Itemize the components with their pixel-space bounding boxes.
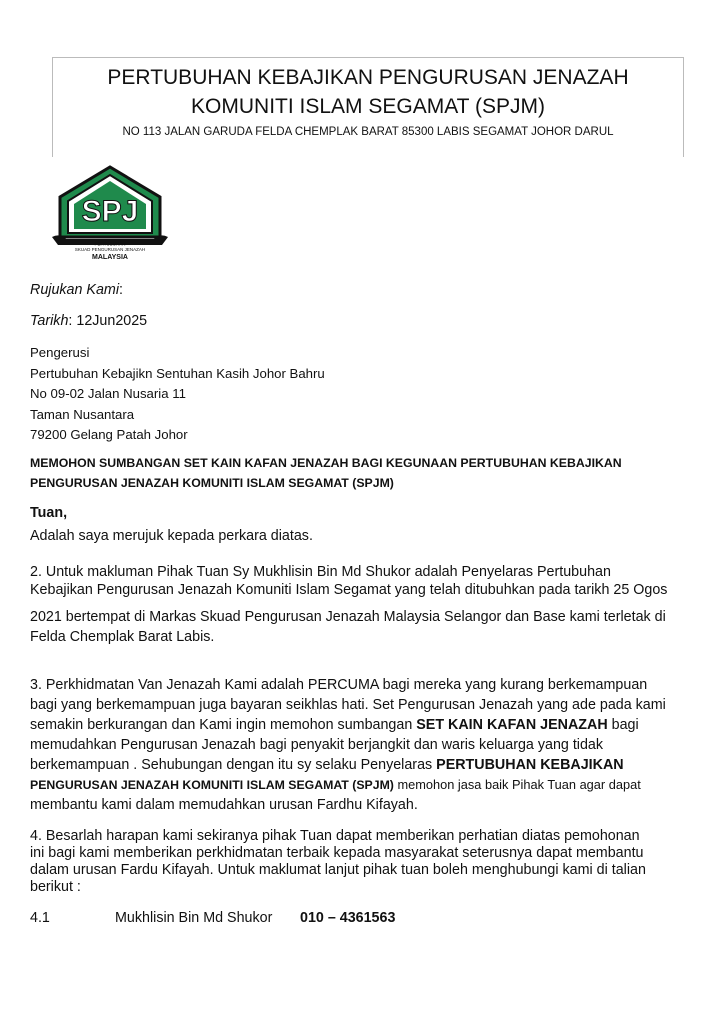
para2-line: Felda Chemplak Barat Labis.: [30, 629, 215, 645]
para2-line: Kebajikan Pengurusan Jenazah Komuniti Islam Segamat yang telah ditubuhkan pada tarikh 25 Ogos: [30, 582, 668, 598]
contact-number: 4.1: [30, 910, 50, 926]
para3-line: PENGURUSAN JENAZAH KOMUNITI ISLAM SEGAMAT (SPJM) memohon jasa baik Pihak Tuan agar dapat: [30, 777, 641, 792]
subject-line2: PENGURUSAN JENAZAH KOMUNITI ISLAM SEGAMAT (SPJM): [30, 476, 394, 490]
date-value: : 12Jun2025: [68, 313, 148, 329]
para3-line: semakin berkurangan dan Kami ingin memohon sumbangan SET KAIN KAFAN JENAZAH bagi: [30, 717, 639, 733]
para3-line: 3. Perkhidmatan Van Jenazah Kami adalah PERCUMA bagi mereka yang kurang berkemampuan: [30, 677, 648, 693]
org-name-line1: PERTUBUHAN KEBAJIKAN PENGURUSAN JENAZAH: [107, 66, 629, 89]
date-label: Tarikh: [30, 313, 69, 329]
reference-line: [30, 282, 123, 298]
salutation: Tuan,: [30, 505, 68, 521]
paragraph-4: [30, 828, 690, 896]
highlight-org-name-cont: PENGURUSAN JENAZAH KOMUNITI ISLAM SEGAMAT (SPJM): [30, 778, 394, 792]
contact-name: Mukhlisin Bin Md Shukor: [115, 910, 273, 926]
spjm-logo: [50, 163, 170, 263]
subject-line1: MEMOHON SUMBANGAN SET KAIN KAFAN JENAZAH BAGI KEGUNAAN PERTUBUHAN KEBAJIKAN: [30, 456, 622, 470]
subject: [30, 453, 622, 493]
para3-line: berkemampuan . Sehubungan dengan itu sy selaku Penyelaras PERTUBUHAN KEBAJIKAN: [30, 757, 624, 773]
logo-emblem-icon: [50, 163, 170, 263]
recipient-line: Pertubuhan Kebajikn Sentuhan Kasih Johor Bahru: [30, 365, 325, 381]
reference-colon: :: [119, 282, 123, 298]
svg-text:SKUAD PENGURUSAN JENAZAH: SKUAD PENGURUSAN JENAZAH: [74, 247, 146, 252]
recipient-line: Pengerusi: [30, 345, 90, 360]
recipient-line: No 09-02 Jalan Nusaria 11: [30, 386, 186, 401]
org-address: NO 113 JALAN GARUDA FELDA CHEMPLAK BARAT 85300 LABIS SEGAMAT JOHOR DARUL: [122, 126, 614, 138]
para4-line: dalam urusan Fardu Kifayah. Untuk maklumat lanjut pihak tuan boleh menghubungi kami di talian: [30, 862, 646, 878]
svg-text:PERTUBUHAN: PERTUBUHAN: [94, 241, 126, 247]
paragraph-3: [30, 675, 690, 815]
date-line: [30, 313, 147, 329]
svg-text:SPJ: SPJ: [81, 195, 139, 228]
paragraph-2: [30, 562, 690, 647]
svg-text:MALAYSIA: MALAYSIA: [92, 254, 128, 261]
para4-line: 4. Besarlah harapan kami sekiranya pihak Tuan dapat memberikan perhatian diatas pemohonan: [30, 828, 640, 844]
org-name-line2: KOMUNITI ISLAM SEGAMAT (SPJM): [191, 95, 545, 118]
recipient-address: [30, 343, 325, 446]
recipient-line: 79200 Gelang Patah Johor: [30, 427, 188, 442]
highlight-kain-kafan: SET KAIN KAFAN JENAZAH: [416, 717, 608, 733]
para2-line: 2021 bertempat di Markas Skuad Pengurusan Jenazah Malaysia Selangor dan Base kami terletak di: [30, 609, 666, 625]
reference-label: Rujukan Kami: [30, 282, 119, 298]
para4-line: berikut :: [30, 879, 81, 895]
highlight-org-name: PERTUBUHAN KEBAJIKAN: [436, 757, 624, 773]
recipient-line: Taman Nusantara: [30, 406, 135, 422]
contact-phone: 010 – 4361563: [300, 910, 396, 926]
para4-line: ini bagi kami memberikan perkhidmatan terbaik kepada masyarakat seterusnya dapat membantu: [30, 845, 644, 861]
para3-line: membantu kami dalam memudahkan urusan Fardhu Kifayah.: [30, 797, 418, 813]
intro-sentence: Adalah saya merujuk kepada perkara diatas.: [30, 528, 313, 544]
para2-line: 2. Untuk makluman Pihak Tuan Sy Mukhlisin Bin Md Shukor adalah Penyelaras Pertubuhan: [30, 564, 611, 580]
para3-line: bagi yang berkemampuan juga bayaran seikhlas hati. Set Pengurusan Jenazah yang ade pada kami: [30, 697, 666, 713]
para3-line: memudahkan Pengurusan Jenazah bagi penyakit berjangkit dan waris keluarga yang tidak: [30, 737, 604, 753]
